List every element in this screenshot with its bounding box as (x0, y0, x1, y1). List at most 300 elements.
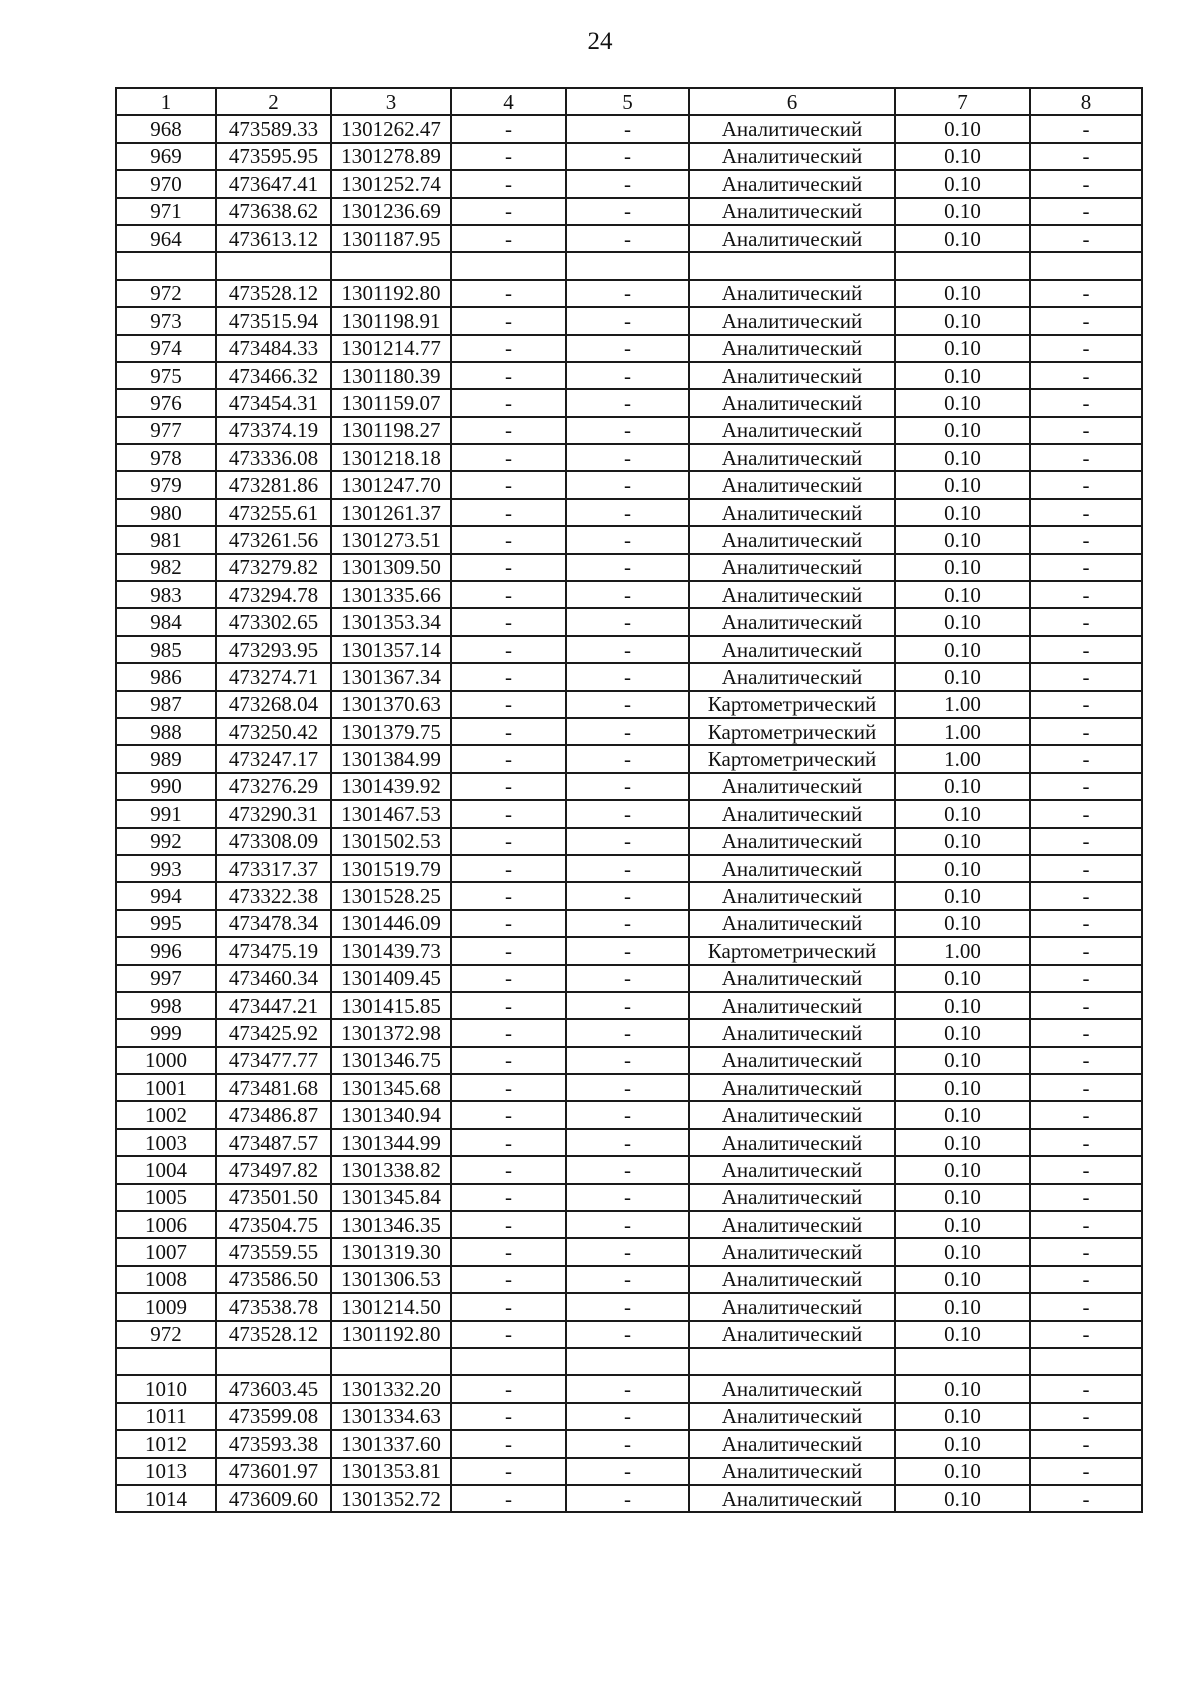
table-cell: - (451, 745, 566, 772)
table-cell: - (566, 965, 689, 992)
table-cell: Аналитический (689, 992, 895, 1019)
table-cell: 1301262.47 (331, 115, 451, 142)
table-cell: 998 (116, 992, 216, 1019)
table-row (116, 1129, 1142, 1156)
table-cell: 1301357.14 (331, 636, 451, 663)
table-row (116, 1321, 1142, 1348)
table-cell: - (566, 828, 689, 855)
table-cell: - (1030, 335, 1142, 362)
table-cell: 1301353.81 (331, 1458, 451, 1485)
table-cell: 1002 (116, 1101, 216, 1128)
table-cell: - (1030, 1074, 1142, 1101)
table-cell: 1301340.94 (331, 1101, 451, 1128)
table-cell: 0.10 (895, 608, 1030, 635)
table-cell: 1006 (116, 1211, 216, 1238)
table-cell: Аналитический (689, 170, 895, 197)
table-cell: - (566, 526, 689, 553)
table-cell: 473647.41 (216, 170, 331, 197)
table-cell (451, 1348, 566, 1375)
table-cell: 473595.95 (216, 143, 331, 170)
table-cell: - (1030, 1266, 1142, 1293)
table-cell: - (451, 1019, 566, 1046)
table-row (116, 143, 1142, 170)
table-cell: 473255.61 (216, 499, 331, 526)
table-cell: - (1030, 1375, 1142, 1402)
table-row (116, 389, 1142, 416)
table-row (116, 252, 1142, 279)
table-cell: - (451, 691, 566, 718)
table-cell: 473294.78 (216, 581, 331, 608)
table-row (116, 745, 1142, 772)
table-cell: Аналитический (689, 581, 895, 608)
table-cell: 994 (116, 882, 216, 909)
table-cell (331, 252, 451, 279)
table-cell: - (566, 992, 689, 1019)
table-cell: 1301218.18 (331, 444, 451, 471)
table-cell: - (566, 800, 689, 827)
table-cell: 473559.55 (216, 1238, 331, 1265)
table-cell: - (566, 1485, 689, 1512)
table-cell: - (1030, 1238, 1142, 1265)
table-cell: 993 (116, 855, 216, 882)
table-row (116, 828, 1142, 855)
table-cell: 473613.12 (216, 225, 331, 252)
table-row (116, 1293, 1142, 1320)
table-cell: - (1030, 198, 1142, 225)
table-cell: 1011 (116, 1403, 216, 1430)
table-cell: - (1030, 800, 1142, 827)
table-cell: - (1030, 718, 1142, 745)
table-cell: 1301344.99 (331, 1129, 451, 1156)
table-cell: 473336.08 (216, 444, 331, 471)
table-cell: - (451, 280, 566, 307)
table-row (116, 225, 1142, 252)
table-cell: 975 (116, 362, 216, 389)
table-cell: - (451, 471, 566, 498)
table-cell: 0.10 (895, 526, 1030, 553)
table-cell: 0.10 (895, 1321, 1030, 1348)
table-cell: 1301337.60 (331, 1430, 451, 1457)
table-cell: - (566, 581, 689, 608)
table-row (116, 417, 1142, 444)
table-cell: - (451, 1293, 566, 1320)
table-cell: - (451, 1074, 566, 1101)
table-cell: 986 (116, 663, 216, 690)
table-cell: 1301261.37 (331, 499, 451, 526)
table-cell: - (451, 444, 566, 471)
table-cell: 473478.34 (216, 910, 331, 937)
table-cell: 1008 (116, 1266, 216, 1293)
table-cell: 990 (116, 773, 216, 800)
table-cell: - (1030, 855, 1142, 882)
table-cell: - (1030, 526, 1142, 553)
table-row (116, 800, 1142, 827)
table-cell: 1301159.07 (331, 389, 451, 416)
table-row (116, 1430, 1142, 1457)
table-row (116, 526, 1142, 553)
table-cell: - (451, 581, 566, 608)
table-cell: - (451, 1211, 566, 1238)
table-cell: - (1030, 636, 1142, 663)
table-cell: 0.10 (895, 910, 1030, 937)
table-cell: - (451, 526, 566, 553)
table-cell: 473454.31 (216, 389, 331, 416)
table-cell (116, 252, 216, 279)
table-cell: 1301346.35 (331, 1211, 451, 1238)
table-cell: 473250.42 (216, 718, 331, 745)
table-cell: - (566, 1101, 689, 1128)
table-cell: - (451, 417, 566, 444)
table-cell: - (1030, 965, 1142, 992)
table-cell: 0.10 (895, 1019, 1030, 1046)
table-cell: Аналитический (689, 225, 895, 252)
table-cell: - (1030, 1047, 1142, 1074)
table-cell: 0.10 (895, 1047, 1030, 1074)
table-row (116, 499, 1142, 526)
table-cell: 473638.62 (216, 198, 331, 225)
table-cell: 1301528.25 (331, 882, 451, 909)
table-cell: - (566, 225, 689, 252)
table-cell: 1301309.50 (331, 554, 451, 581)
table-cell: 1.00 (895, 745, 1030, 772)
table-cell: - (1030, 581, 1142, 608)
table-row (116, 773, 1142, 800)
table-cell: - (566, 170, 689, 197)
table-cell: - (1030, 444, 1142, 471)
table-cell: - (1030, 307, 1142, 334)
table-row (116, 444, 1142, 471)
table-cell: Аналитический (689, 1403, 895, 1430)
table-row (116, 335, 1142, 362)
table-cell: Картометрический (689, 745, 895, 772)
column-header: 4 (451, 88, 566, 115)
table-cell: - (566, 1458, 689, 1485)
table-cell: 999 (116, 1019, 216, 1046)
table-cell: - (566, 1074, 689, 1101)
table-cell: - (1030, 499, 1142, 526)
table-cell: - (451, 1403, 566, 1430)
table-cell: - (566, 1156, 689, 1183)
table-cell: 473281.86 (216, 471, 331, 498)
table-cell: Аналитический (689, 115, 895, 142)
table-cell: 473609.60 (216, 1485, 331, 1512)
table-cell: Аналитический (689, 471, 895, 498)
table-row (116, 554, 1142, 581)
table-cell (216, 1348, 331, 1375)
table-cell: 1007 (116, 1238, 216, 1265)
table-cell: 473460.34 (216, 965, 331, 992)
table-cell: - (1030, 1321, 1142, 1348)
table-cell: - (451, 636, 566, 663)
table-cell: - (566, 663, 689, 690)
column-header: 8 (1030, 88, 1142, 115)
column-header: 3 (331, 88, 451, 115)
table-cell: 1301519.79 (331, 855, 451, 882)
table-cell: - (451, 1238, 566, 1265)
table-cell: 1301198.27 (331, 417, 451, 444)
table-cell: Аналитический (689, 965, 895, 992)
table-cell: 1301446.09 (331, 910, 451, 937)
table-cell: 976 (116, 389, 216, 416)
table-cell: - (1030, 1101, 1142, 1128)
table-cell: - (1030, 1430, 1142, 1457)
table-cell: 0.10 (895, 362, 1030, 389)
table-cell: 473290.31 (216, 800, 331, 827)
table-cell: - (1030, 910, 1142, 937)
table-cell: 0.10 (895, 663, 1030, 690)
table-cell: - (1030, 115, 1142, 142)
table-cell: - (451, 115, 566, 142)
table-cell: - (566, 691, 689, 718)
table-cell: 0.10 (895, 1211, 1030, 1238)
table-cell: - (451, 718, 566, 745)
table-cell: 995 (116, 910, 216, 937)
table-cell: 473447.21 (216, 992, 331, 1019)
table-row (116, 1238, 1142, 1265)
table-cell: - (566, 1129, 689, 1156)
table-cell: - (451, 362, 566, 389)
table-row (116, 1184, 1142, 1211)
table-cell: 0.10 (895, 855, 1030, 882)
table-cell: 1301345.84 (331, 1184, 451, 1211)
table-cell: - (1030, 143, 1142, 170)
table-cell: 1301180.39 (331, 362, 451, 389)
table-cell: 989 (116, 745, 216, 772)
table-cell: 473528.12 (216, 1321, 331, 1348)
table-cell: Аналитический (689, 1266, 895, 1293)
table-cell: 1301338.82 (331, 1156, 451, 1183)
table-cell: 0.10 (895, 417, 1030, 444)
table-row (116, 992, 1142, 1019)
table-row (116, 1458, 1142, 1485)
table-cell: - (566, 280, 689, 307)
table-cell: 473484.33 (216, 335, 331, 362)
table-cell: 992 (116, 828, 216, 855)
table-cell (689, 252, 895, 279)
table-cell: Аналитический (689, 198, 895, 225)
table-cell: 473261.56 (216, 526, 331, 553)
table-row (116, 280, 1142, 307)
table-cell (689, 1348, 895, 1375)
table-cell: - (451, 198, 566, 225)
table-cell: - (1030, 773, 1142, 800)
table-cell: 972 (116, 1321, 216, 1348)
table-cell: Аналитический (689, 773, 895, 800)
table-cell: 972 (116, 280, 216, 307)
table-cell: - (1030, 691, 1142, 718)
table-cell: - (451, 965, 566, 992)
table-row (116, 362, 1142, 389)
table-cell: 0.10 (895, 1458, 1030, 1485)
table-cell: 974 (116, 335, 216, 362)
table-cell: - (451, 143, 566, 170)
table-cell: 0.10 (895, 225, 1030, 252)
table-cell: - (451, 1047, 566, 1074)
table-cell: - (451, 389, 566, 416)
table-cell: 1301367.34 (331, 663, 451, 690)
table-cell: 1301345.68 (331, 1074, 451, 1101)
table-cell: 1004 (116, 1156, 216, 1183)
table-cell: 0.10 (895, 335, 1030, 362)
table-cell: - (1030, 1019, 1142, 1046)
table-cell: 985 (116, 636, 216, 663)
table-cell: 1301214.77 (331, 335, 451, 362)
table-cell: 0.10 (895, 1101, 1030, 1128)
table-cell (566, 252, 689, 279)
table-cell: 0.10 (895, 800, 1030, 827)
table-cell: Аналитический (689, 1293, 895, 1320)
table-cell: 473293.95 (216, 636, 331, 663)
table-cell: Аналитический (689, 554, 895, 581)
table-cell: - (566, 1321, 689, 1348)
table-cell: - (451, 663, 566, 690)
table-cell: 1301334.63 (331, 1403, 451, 1430)
table-cell: - (1030, 1485, 1142, 1512)
table-cell: 1301252.74 (331, 170, 451, 197)
table-cell: Картометрический (689, 691, 895, 718)
table-cell: 1301335.66 (331, 581, 451, 608)
table-cell: 473374.19 (216, 417, 331, 444)
table-cell: 980 (116, 499, 216, 526)
table-cell: 0.10 (895, 581, 1030, 608)
table-cell: Аналитический (689, 389, 895, 416)
table-cell: 997 (116, 965, 216, 992)
table-cell: - (451, 1156, 566, 1183)
table-row (116, 910, 1142, 937)
table-cell: 964 (116, 225, 216, 252)
table-cell: Аналитический (689, 444, 895, 471)
table-row (116, 663, 1142, 690)
table-cell: Аналитический (689, 1101, 895, 1128)
table-cell: - (451, 1101, 566, 1128)
table-cell: - (451, 910, 566, 937)
table-cell (216, 252, 331, 279)
table-cell: - (1030, 1156, 1142, 1183)
table-cell: 1301346.75 (331, 1047, 451, 1074)
table-cell: 973 (116, 307, 216, 334)
table-cell: 970 (116, 170, 216, 197)
table-cell: - (451, 1458, 566, 1485)
table-cell: Картометрический (689, 937, 895, 964)
table-row (116, 115, 1142, 142)
table-cell: - (1030, 1293, 1142, 1320)
table-cell: 473322.38 (216, 882, 331, 909)
table-cell: - (566, 471, 689, 498)
table-cell: Аналитический (689, 1184, 895, 1211)
table-cell: 473599.08 (216, 1403, 331, 1430)
table-cell: - (1030, 1184, 1142, 1211)
table-row (116, 1047, 1142, 1074)
table-cell: Аналитический (689, 1321, 895, 1348)
table-cell: 473486.87 (216, 1101, 331, 1128)
table-cell: - (1030, 280, 1142, 307)
table-cell: Аналитический (689, 855, 895, 882)
table-row (116, 170, 1142, 197)
table-cell: - (566, 1047, 689, 1074)
table-body (116, 115, 1142, 1512)
table-cell: - (1030, 937, 1142, 964)
table-cell: Аналитический (689, 828, 895, 855)
table-cell: - (1030, 663, 1142, 690)
table-cell: 1301214.50 (331, 1293, 451, 1320)
table-cell: 983 (116, 581, 216, 608)
table-cell: - (451, 335, 566, 362)
table-row (116, 937, 1142, 964)
table-row (116, 1375, 1142, 1402)
table-cell: Аналитический (689, 608, 895, 635)
table-cell: Аналитический (689, 1430, 895, 1457)
table-cell: 0.10 (895, 444, 1030, 471)
table-cell: - (451, 225, 566, 252)
table-cell: - (451, 800, 566, 827)
table-cell: 1000 (116, 1047, 216, 1074)
table-cell: - (566, 1211, 689, 1238)
table-cell: - (566, 198, 689, 225)
table-cell: - (451, 828, 566, 855)
table-cell: 1301192.80 (331, 280, 451, 307)
table-cell: - (451, 1266, 566, 1293)
table-cell: - (566, 1430, 689, 1457)
table-cell: 473481.68 (216, 1074, 331, 1101)
table-cell: Аналитический (689, 526, 895, 553)
table-cell: 473504.75 (216, 1211, 331, 1238)
table-cell: 1301502.53 (331, 828, 451, 855)
table-cell: 473528.12 (216, 280, 331, 307)
table-cell: - (566, 444, 689, 471)
table-cell: 1014 (116, 1485, 216, 1512)
table-cell: 0.10 (895, 1485, 1030, 1512)
table-cell: - (566, 335, 689, 362)
table-cell: - (451, 499, 566, 526)
table-cell: 979 (116, 471, 216, 498)
table-cell: 0.10 (895, 170, 1030, 197)
table-cell: 473274.71 (216, 663, 331, 690)
table-cell: 473302.65 (216, 608, 331, 635)
table-cell (1030, 252, 1142, 279)
table-cell: 0.10 (895, 1074, 1030, 1101)
table-cell: 1301187.95 (331, 225, 451, 252)
table-cell: - (451, 773, 566, 800)
table-cell: Аналитический (689, 335, 895, 362)
table-cell: Аналитический (689, 1047, 895, 1074)
table-cell: 1301467.53 (331, 800, 451, 827)
table-cell: - (566, 115, 689, 142)
table-cell: Аналитический (689, 280, 895, 307)
table-cell: - (451, 1129, 566, 1156)
table-cell: - (1030, 1211, 1142, 1238)
table-row (116, 1266, 1142, 1293)
column-header: 6 (689, 88, 895, 115)
table-cell: 984 (116, 608, 216, 635)
table-cell: Аналитический (689, 800, 895, 827)
table-row (116, 965, 1142, 992)
table-cell: - (566, 1375, 689, 1402)
table-row (116, 1156, 1142, 1183)
table-cell: 1.00 (895, 937, 1030, 964)
table-cell: 1301319.30 (331, 1238, 451, 1265)
table-cell: - (1030, 1403, 1142, 1430)
table-cell: - (566, 855, 689, 882)
table-cell: 1301384.99 (331, 745, 451, 772)
table-cell: - (1030, 608, 1142, 635)
table-cell: - (566, 362, 689, 389)
table-cell: 0.10 (895, 636, 1030, 663)
column-header: 7 (895, 88, 1030, 115)
table-row (116, 636, 1142, 663)
table-cell: 473317.37 (216, 855, 331, 882)
page-number: 24 (587, 28, 613, 55)
table-row (116, 608, 1142, 635)
